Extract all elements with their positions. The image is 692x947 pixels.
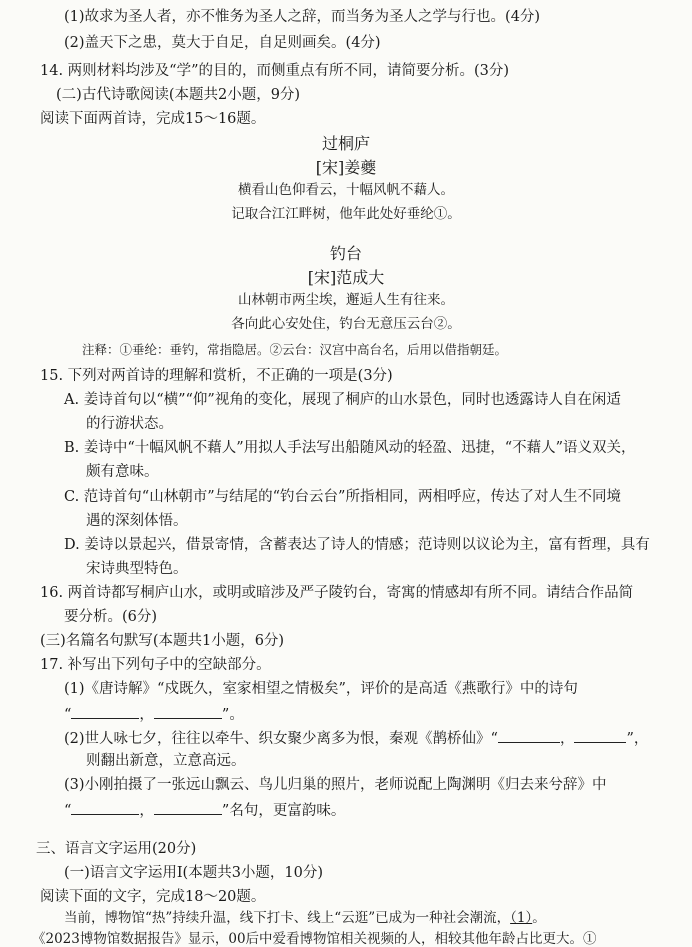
- fill-2-line-2: 则翻出新意，立意高远。: [86, 753, 246, 769]
- poem1-line-2: 记取合江江畔树，他年此处好垂纶①。: [231, 206, 461, 222]
- option-b-line-1: B. 姜诗中“十幅风帆不藉人”用拟人手法写出船随风动的轻盈、迅捷，“不藉人”语义双关，: [64, 440, 636, 456]
- question-14: 14. 两则材料均涉及“学”的目的，而侧重点有所不同，请简要分析。(3分): [40, 63, 510, 79]
- poem2-author: [宋]范成大: [307, 268, 385, 287]
- section-famous-lines: (三)名篇名句默写(本题共1小题，6分): [40, 633, 285, 649]
- quote-close: ”名句，更富韵味。: [221, 803, 346, 819]
- answer-blank[interactable]: [154, 802, 222, 815]
- fill-3-line-2: [64, 802, 345, 819]
- answer-blank[interactable]: [574, 730, 626, 743]
- quote-open: “: [64, 707, 72, 723]
- option-c-line-1: C. 范诗首句“山林朝市”与结尾的“钓台云台”所指相同，两相呼应，传达了对人生不同境: [64, 489, 621, 505]
- fill-3-line-1: (3)小刚拍摄了一张远山飘云、鸟儿归巢的照片，老师说配上陶渊明《归去来兮辞》中: [64, 777, 607, 793]
- answer-blank[interactable]: [71, 802, 139, 815]
- passage-blank-1[interactable]: （1）: [510, 910, 533, 926]
- poem1-line-1: 横看山色仰看云，十幅风帆不藉人。: [238, 182, 454, 198]
- comma: ，: [559, 731, 575, 747]
- fill-2-line-1: [64, 730, 648, 747]
- fill-1-line-2: [64, 706, 244, 723]
- passage-period: 。: [532, 910, 546, 926]
- poem2-title: 钓台: [329, 244, 362, 263]
- option-a-line-2: 的行游状态。: [86, 416, 173, 432]
- poem2-line-1: 山林朝市两尘埃，邂逅人生有往来。: [238, 292, 454, 308]
- section-language-use-1: (一)语言文字运用Ⅰ(本题共3小题，10分): [64, 865, 324, 881]
- option-d-line-2: 宋诗典型特色。: [86, 561, 188, 577]
- fill-2-text: (2)世人咏七夕，往往以牵牛、织女聚少离多为恨，秦观《鹊桥仙》“: [64, 731, 498, 747]
- answer-blank[interactable]: [154, 706, 222, 719]
- passage-line-2: 《2023博物馆数据报告》显示，00后中爱看博物馆相关视频的人，相较其他年龄占比更大。①: [32, 931, 597, 947]
- option-a-line-1: A. 姜诗首句以“横”“仰”视角的变化，展现了桐庐的山水景色，同时也透露诗人自在闲适: [64, 392, 621, 408]
- quote-1: (1)故求为圣人者，亦不惟务为圣人之辞，而当务为圣人之学与行也。(4分): [64, 9, 541, 25]
- fill-1-line-1: (1)《唐诗解》“戍既久，室家相望之情极矣”，评价的是高适《燕歌行》中的诗句: [64, 681, 578, 697]
- section-ancient-poetry: (二)古代诗歌阅读(本题共2小题，9分): [56, 87, 301, 103]
- passage-line-1: [64, 912, 546, 926]
- part-three-heading: 三、语言文字运用(20分): [36, 841, 197, 857]
- comma: ，: [139, 803, 154, 819]
- poem1-title: 过桐庐: [321, 134, 370, 153]
- answer-blank[interactable]: [498, 730, 560, 743]
- passage-text: 当前，博物馆“热”持续升温，线下打卡、线上“云逛”已成为一种社会潮流，: [64, 910, 511, 926]
- question-15: 15. 下列对两首诗的理解和赏析，不正确的一项是(3分): [40, 368, 393, 384]
- question-17: 17. 补写出下列句子中的空缺部分。: [40, 657, 271, 673]
- poem1-author: [宋]姜夔: [315, 158, 377, 177]
- question-16-line-1: 16. 两首诗都写桐庐山水，或明或暗涉及严子陵钓台，寄寓的情感却有所不同。请结合作品简: [40, 585, 634, 601]
- poem-notes: 注释：①垂纶：垂钓，常指隐居。②云台：汉宫中高台名，后用以借指朝廷。: [82, 342, 508, 357]
- quote-open: “: [64, 803, 72, 819]
- comma: ，: [139, 707, 154, 723]
- option-b-line-2: 颇有意味。: [86, 464, 159, 480]
- option-c-line-2: 遇的深刻体悟。: [86, 513, 188, 529]
- question-16-line-2: 要分析。(6分): [64, 609, 158, 625]
- answer-blank[interactable]: [71, 706, 139, 719]
- option-d-line-1: D. 姜诗以景起兴，借景寄情，含蓄表达了诗人的情感；范诗则以议论为主，富有哲理，具有: [64, 537, 650, 553]
- quote-close: ”。: [221, 707, 244, 723]
- reading-intro-15-16: 阅读下面两首诗，完成15～16题。: [40, 111, 266, 127]
- quote-2: (2)盖天下之患，莫大于自足，自足则画矣。(4分): [64, 35, 381, 51]
- quote-close: ”，: [626, 731, 649, 747]
- poem2-line-2: 各向此心安处住，钓台无意压云台②。: [231, 316, 461, 332]
- reading-intro-18-20: 阅读下面的文字，完成18～20题。: [40, 889, 266, 905]
